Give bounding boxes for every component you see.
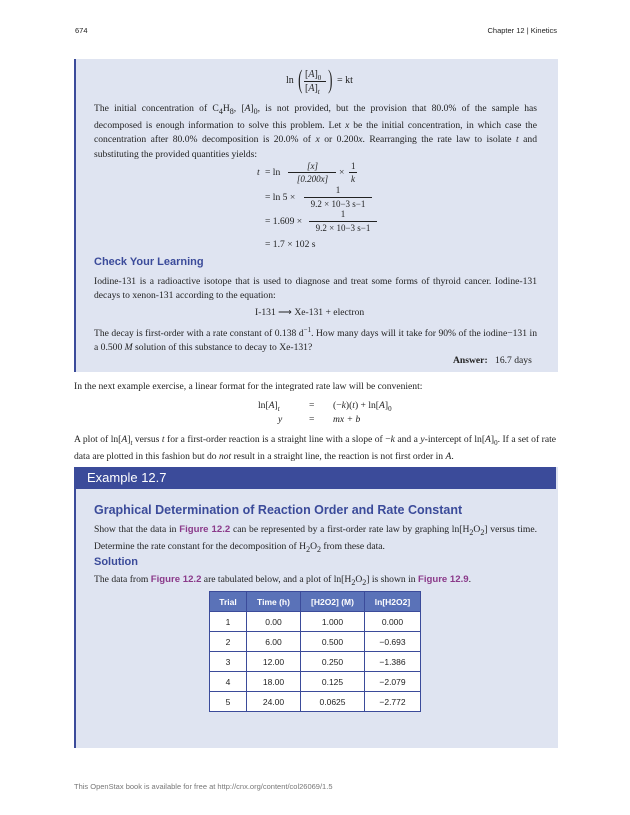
table-row (210, 632, 421, 652)
step4: = 1.7 × 102 s (265, 239, 316, 250)
table-row (210, 612, 421, 632)
cell-trial: 2 (210, 632, 247, 652)
step3-frac-den: 9.2 × 10−3 s−1 (315, 223, 371, 233)
check-learning-heading: Check Your Learning (94, 256, 204, 268)
step2-frac-num: 1 (335, 185, 341, 195)
table-header-row (210, 592, 421, 612)
cell-time: 12.00 (247, 652, 301, 672)
data-table (209, 591, 421, 712)
step1-num: [x] (307, 161, 318, 171)
equals-2: = (309, 414, 315, 425)
example-paragraph: Show that the data in Figure 12.2 can be represented by a first-order rate law by graphing $\ln[H_2O_2]$ versus time. Determine the rate constant for the decomposition of $H_2O_2$ from these data. (94, 524, 538, 555)
answer-label: Answer: (453, 355, 488, 366)
intro-paragraph: In the next example exercise, a linear format for the integrated rate law will be convenient: (74, 381, 423, 392)
cell-concentration: 0.125 (301, 672, 365, 692)
table-row (210, 672, 421, 692)
chapter-header: Chapter 12 | Kinetics (487, 26, 557, 35)
answer-value: 16.7 days (495, 355, 532, 366)
col-header-concentration: [H2O2] (M) (301, 592, 365, 612)
decay-equation: I-131 ⟶ Xe-131 + electron (255, 307, 365, 318)
plot-paragraph: A plot of $\ln[A]_t$ versus t for a first-order reaction is a straight line with a slope of −k and a y-intercept of $\ln[A]_0$. If a set of rate data are plotted in this fashion but do not result in a straight line, the reaction is not first order in A. (74, 434, 556, 463)
figure-12-2-link[interactable]: Figure 12.2 (179, 524, 231, 535)
page-number: 674 (75, 26, 88, 35)
step3-frac-num: 1 (340, 209, 346, 219)
example-label: Example 12.7 (87, 470, 167, 485)
solution-paragraph: The initial concentration of $C_4H_8$, $[A]_0$, is not provided, but the provision that 80.0% of the sample has decomposed is enough information to solve this problem. Let x be the initial concentration, in which case the concentration after 80.0% decomposition is 20.0% of x or 0.200x. Rearranging the rate law to isolate t and substituting the provided quantities yields: (94, 103, 538, 160)
cell-trial: 3 (210, 652, 247, 672)
eq2-lhs: y (278, 414, 283, 425)
check-learning-para2: The decay is first-order with a rate constant of 0.138 $d^{-1}$. How many days will it take for 90% of the iodine−131 in a 0.500 M solution of this substance to decay to Xe-131? (94, 326, 537, 354)
col-header-ln-concentration: ln[H2O2] (365, 592, 421, 612)
cell-time: 24.00 (247, 692, 301, 712)
table-row (210, 692, 421, 712)
cell-concentration: 0.0625 (301, 692, 365, 712)
eq2-rhs: mx + b (333, 414, 361, 425)
step1-k-den: k (351, 174, 355, 184)
step1-lhs: t (257, 167, 260, 178)
step3: = 1.609 × (265, 216, 303, 227)
cell-concentration: 0.250 (301, 652, 365, 672)
footer-text: This OpenStax book is available for free at http://cnx.org/content/col26069/1.5 (74, 782, 333, 791)
check-learning-para1: Iodine-131 is a radioactive isotope that is used to diagnose and treat some forms of thyroid cancer. Iodine-131 decays to xenon-131 according to the equation: (94, 276, 537, 302)
step2: = ln 5 × (265, 192, 296, 203)
cell-trial: 1 (210, 612, 247, 632)
step2-frac-den: 9.2 × 10−3 s−1 (310, 199, 366, 209)
cell-ln-concentration: −0.693 (365, 632, 421, 652)
figure-12-2-link[interactable]: Figure 12.2 (150, 574, 202, 585)
equals-1: = (309, 400, 315, 411)
cell-concentration: 1.000 (301, 612, 365, 632)
cell-concentration: 0.500 (301, 632, 365, 652)
cell-ln-concentration: −2.772 (365, 692, 421, 712)
cell-time: 6.00 (247, 632, 301, 652)
cell-ln-concentration: −2.079 (365, 672, 421, 692)
rate-equation-rhs: = kt (337, 75, 353, 86)
cell-trial: 5 (210, 692, 247, 712)
cell-ln-concentration: 0.000 (365, 612, 421, 632)
col-header-time: Time (h) (247, 592, 301, 612)
solution-heading: Solution (94, 556, 138, 568)
table-row (210, 652, 421, 672)
step1-den: [0.200x] (296, 174, 329, 184)
cell-ln-concentration: −1.386 (365, 652, 421, 672)
solution-intro: The data from Figure 12.2 are tabulated below, and a plot of $\ln[H_2O_2]$ is shown in Figure 12.9. (94, 574, 472, 587)
cell-time: 18.00 (247, 672, 301, 692)
step1: = ln (265, 167, 281, 178)
figure-12-9-link[interactable]: Figure 12.9 (417, 574, 469, 585)
cell-trial: 4 (210, 672, 247, 692)
step1-k-num: 1 (351, 161, 356, 171)
cell-time: 0.00 (247, 612, 301, 632)
col-header-trial: Trial (210, 592, 247, 612)
example-title: Graphical Determination of Reaction Order and Rate Constant (94, 503, 463, 517)
